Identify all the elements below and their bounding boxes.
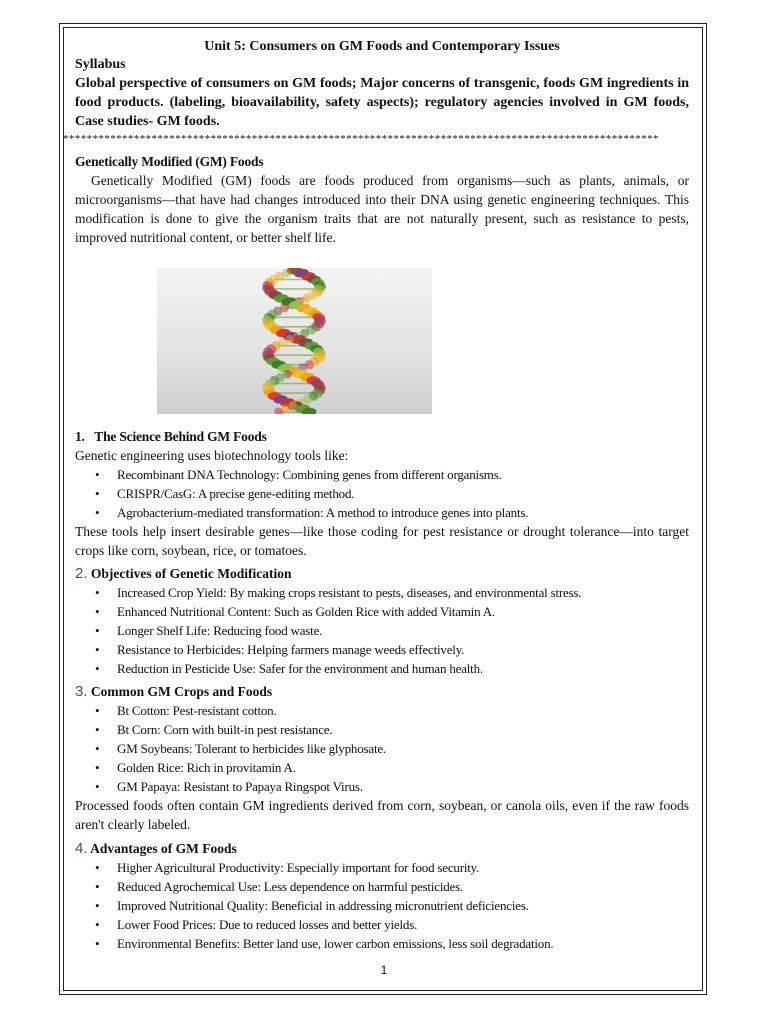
intro-block — [75, 153, 689, 247]
list-item: • GM Soybeans: Tolerant to herbicides like glyphosate. — [117, 739, 689, 758]
section-2-heading — [75, 565, 689, 583]
list-item: • Higher Agricultural Productivity: Especially important for food security. — [117, 858, 689, 877]
section-2-title: Objectives of Genetic Modification — [90, 566, 292, 581]
section-4-title: Advantages of GM Foods — [90, 841, 237, 856]
section-3-outro: Processed foods often contain GM ingredients derived from corn, soybean, or canola oils, even if the raw foods aren't clearly labeled. — [75, 798, 689, 832]
list-item: • Recombinant DNA Technology: Combining genes from different organisms. — [117, 465, 689, 484]
section-4-heading — [75, 840, 689, 858]
separator-line: ***************************************************************************************************** — [63, 133, 659, 145]
section-3-title: Common GM Crops and Foods — [90, 684, 273, 699]
list-item: • Enhanced Nutritional Content: Such as Golden Rice with added Vitamin A. — [117, 602, 689, 621]
list-item: • Increased Crop Yield: By making crops resistant to pests, diseases, and environmental stress. — [117, 583, 689, 602]
list-item: • Longer Shelf Life: Reducing food waste. — [117, 621, 689, 640]
section-2-list — [75, 583, 689, 678]
list-item: • Lower Food Prices: Due to reduced losses and better yields. — [117, 915, 689, 934]
section-3-heading — [75, 683, 689, 701]
syllabus-text: Global perspective of consumers on GM foods; Major concerns of transgenic, foods GM ingredients in food products. (labeling, bioavailability, safety aspects); regulatory agencies involved in GM foods, Case studies- GM foods. — [75, 76, 689, 129]
list-item: • CRISPR/CasG: A precise gene-editing method. — [117, 484, 689, 503]
list-item: • Reduced Agrochemical Use: Less dependence on harmful pesticides. — [117, 877, 689, 896]
dna-helix-of-vegetables-image — [157, 268, 432, 414]
section-1-heading — [75, 428, 689, 446]
list-item: • Resistance to Herbicides: Helping farmers manage weeds effectively. — [117, 640, 689, 659]
section-3-number: 3. — [75, 683, 88, 700]
list-item: • Bt Corn: Corn with built-in pest resistance. — [117, 720, 689, 739]
section-1 — [75, 428, 689, 560]
list-item: • GM Papaya: Resistant to Papaya Ringspot Virus. — [117, 777, 689, 796]
unit-title: Unit 5: Consumers on GM Foods and Contemporary Issues — [204, 39, 560, 54]
list-item: • Golden Rice: Rich in provitamin A. — [117, 758, 689, 777]
section-2-number: 2. — [75, 565, 88, 582]
list-item: • Improved Nutritional Quality: Beneficial in addressing micronutrient deficiencies. — [117, 896, 689, 915]
section-1-title: The Science Behind GM Foods — [94, 429, 267, 444]
list-item: • Bt Cotton: Pest-resistant cotton. — [117, 701, 689, 720]
header-block — [75, 38, 689, 131]
intro-title: Genetically Modified (GM) Foods — [75, 154, 264, 169]
section-2 — [75, 565, 689, 678]
section-1-number: 1. — [75, 429, 85, 444]
list-item: • Reduction in Pesticide Use: Safer for the environment and human health. — [117, 659, 689, 678]
list-item: • Agrobacterium-mediated transformation: A method to introduce genes into plants. — [117, 503, 689, 522]
section-3 — [75, 683, 689, 834]
dna-helix-icon — [157, 268, 432, 414]
section-4-list — [75, 858, 689, 953]
section-1-list — [75, 465, 689, 522]
section-1-outro: These tools help insert desirable genes—like those coding for pest resistance or drought tolerance—into target crops like corn, soybean, rice, or tomatoes. — [75, 524, 689, 558]
syllabus-heading: Syllabus — [75, 57, 126, 72]
list-item: • Environmental Benefits: Better land use, lower carbon emissions, less soil degradation. — [117, 934, 689, 953]
section-4-number: 4. — [75, 840, 88, 857]
intro-paragraph: Genetically Modified (GM) foods are foods produced from organisms—such as plants, animals, or microorganisms—that have had changes introduced into their DNA using genetic engineering techniques. This modification is done to give the organism traits that are not naturally present, such as resistance to pests, improved nutritional content, or better shelf life. — [75, 173, 689, 245]
section-1-intro: Genetic engineering uses biotechnology tools like: — [75, 448, 349, 463]
section-3-list — [75, 701, 689, 796]
section-4 — [75, 840, 689, 953]
page-number: 1 — [380, 963, 388, 977]
